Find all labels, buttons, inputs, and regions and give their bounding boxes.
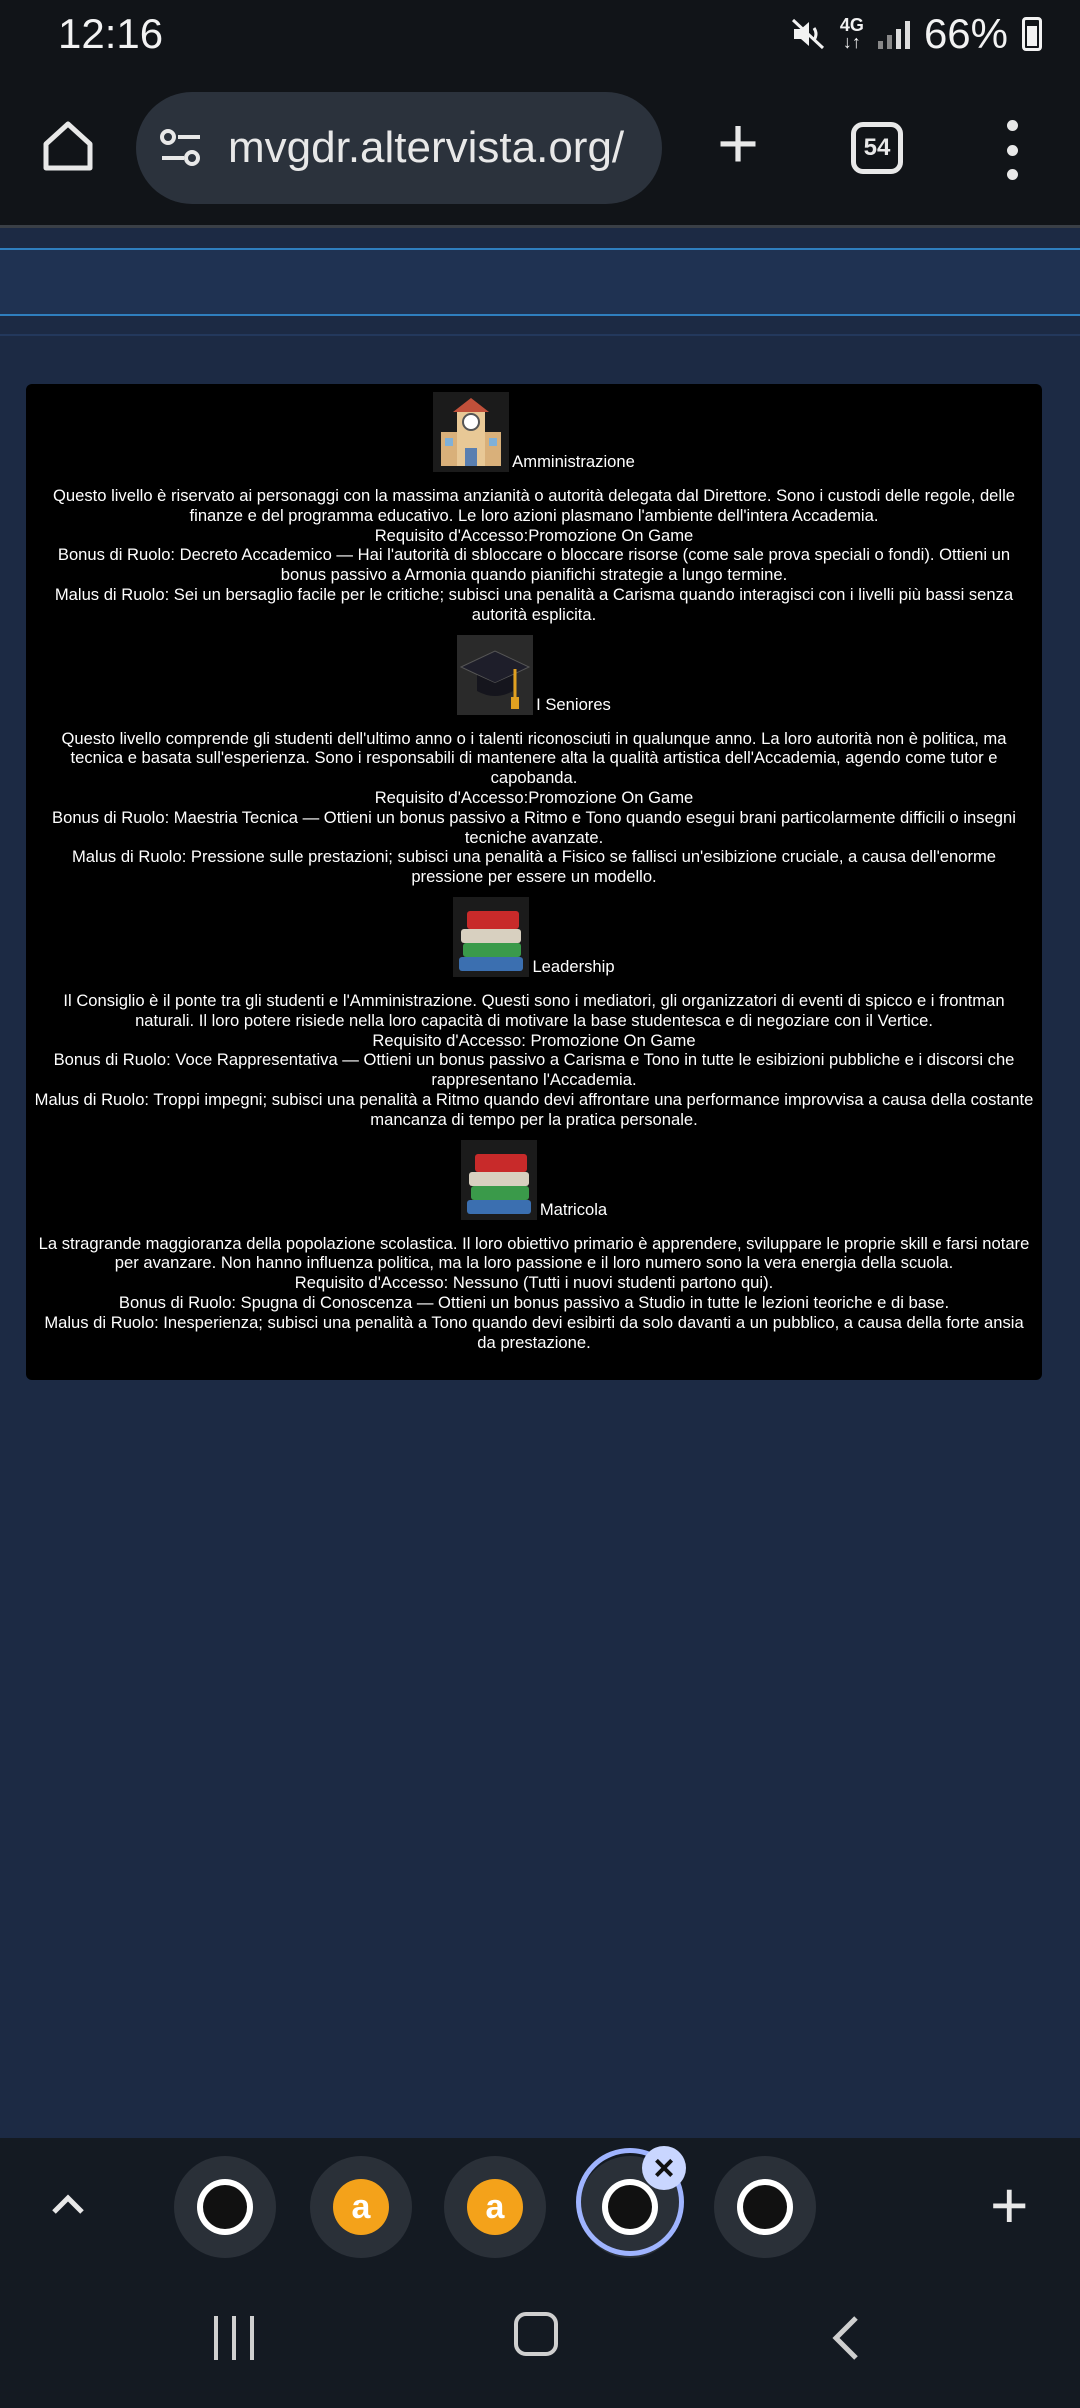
add-tab-button[interactable]: + <box>990 2168 1029 2242</box>
books-icon <box>453 897 529 977</box>
role-title: Matricola <box>539 1199 608 1219</box>
role-malus: Malus di Ruolo: Sei un bersaglio facile per le critiche; subisci una penalità a Carisma quando interagisci con i livelli più bassi senza autorità esplicita. <box>54 584 1014 624</box>
role-seniores <box>34 635 1034 887</box>
d20-icon <box>737 2179 793 2235</box>
network-label: 4G <box>839 15 864 35</box>
role-title: Leadership <box>532 957 615 977</box>
role-header <box>34 897 1034 977</box>
role-header <box>34 635 1034 715</box>
network-type: 4G ↓↑ <box>839 15 864 52</box>
browser-toolbar <box>0 70 1080 228</box>
divider <box>0 334 1080 336</box>
role-description: Questo livello è riservato ai personaggi con la massima anzianità o autorità delegata dal Direttore. Sono i custodi delle regole, delle finanze e del programma educativo. Le loro azioni plasmano l'ambiente dell'intera Accademia. <box>52 486 1016 525</box>
tab-strip <box>0 2138 1080 2272</box>
home-icon[interactable] <box>40 118 96 174</box>
site-header-band <box>0 248 1080 316</box>
role-description: La stragrande maggioranza della popolazione scolastica. Il loro obiettivo primario è apprendere, sviluppare le proprie skill e farsi notare per avanzare. Non hanno influenza politica, ma la loro passione e il loro numero sono la vera energia della scuola. <box>38 1233 1030 1273</box>
role-requirement: Requisito d'Accesso:Promozione On Game <box>374 787 694 807</box>
tab-thumbnail[interactable] <box>714 2156 816 2258</box>
mute-icon <box>790 17 826 51</box>
home-button[interactable] <box>514 2312 558 2356</box>
battery-icon <box>1022 17 1042 51</box>
new-tab-button[interactable]: + <box>716 104 760 184</box>
role-title: I Seniores <box>536 694 611 714</box>
battery-percent: 66% <box>923 10 1008 57</box>
role-malus: Malus di Ruolo: Pressione sulle prestazioni; subisci una penalità a Fisico se fallisci un'esibizione cruciale, a causa dell'enorme pressione per essere un modello. <box>71 847 997 887</box>
role-description: Questo livello comprende gli studenti dell'ultimo anno o i talenti riconosciuti in qualunque anno. La loro autorità non è politica, ma tecnica e basata sull'esperienza. Sono i responsabili di mantenere alta la qualità artistica dell'Accademia, agendo come tutor e capobanda. <box>61 728 1007 788</box>
role-requirement: Requisito d'Accesso: Nessuno (Tutti i nuovi studenti partono qui). <box>294 1273 774 1293</box>
role-header <box>34 392 1034 472</box>
chevron-up-icon[interactable] <box>48 2184 88 2224</box>
role-bonus: Bonus di Ruolo: Spugna di Conoscenza — Ottieni un bonus passivo a Studio in tutte le lezioni teoriche e di base. <box>118 1292 950 1312</box>
tab-thumbnail[interactable] <box>444 2156 546 2258</box>
role-malus: Malus di Ruolo: Inesperienza; subisci una penalità a Tono quando devi esibirti da solo davanti a un pubblico, a causa della forte ansia da prestazione. <box>44 1312 1024 1352</box>
role-header <box>34 1140 1034 1220</box>
tab-thumbnail[interactable] <box>310 2156 412 2258</box>
role-bonus: Bonus di Ruolo: Voce Rappresentativa — Ottieni un bonus passivo a Carisma e Tono in tutte le esibizioni pubbliche e i discorsi che rappresentano l'Accademia. <box>53 1050 1015 1090</box>
school-building-icon <box>433 392 509 472</box>
role-matricola <box>34 1140 1034 1353</box>
role-leadership <box>34 897 1034 1130</box>
site-settings-icon[interactable] <box>158 125 204 171</box>
recent-apps-button[interactable] <box>214 2316 254 2360</box>
more-menu-icon[interactable] <box>1000 120 1024 180</box>
books-icon <box>461 1140 537 1220</box>
role-bonus: Bonus di Ruolo: Decreto Accademico — Hai l'autorità di sbloccare o bloccare risorse (come sale prova speciali o fondi). Ottieni un bonus passivo a Armonia quando pianifichi strategie a lungo termine. <box>57 545 1011 585</box>
status-icons <box>790 10 1042 58</box>
system-nav-bar <box>0 2272 1080 2408</box>
close-tab-icon[interactable]: × <box>642 2146 686 2190</box>
role-requirement: Requisito d'Accesso: Promozione On Game <box>372 1030 696 1050</box>
role-requirement: Requisito d'Accesso:Promozione On Game <box>374 525 694 545</box>
roles-panel <box>26 384 1042 1380</box>
tab-thumbnail[interactable] <box>174 2156 276 2258</box>
altervista-icon: a <box>333 2179 389 2235</box>
d20-icon <box>197 2179 253 2235</box>
role-malus: Malus di Ruolo: Troppi impegni; subisci una penalità a Ritmo quando devi affrontare una performance improvvisa a causa della costante mancanza di tempo per la pratica personale. <box>34 1089 1034 1129</box>
status-bar <box>0 0 1080 70</box>
tab-switcher-button[interactable]: 54 <box>851 122 903 174</box>
role-title: Amministrazione <box>512 452 635 472</box>
role-bonus: Bonus di Ruolo: Maestria Tecnica — Ottieni un bonus passivo a Ritmo e Tono quando esegui brani particolarmente difficili o insegni tecniche avanzate. <box>52 807 1016 847</box>
status-time: 12:16 <box>58 10 164 57</box>
url-text[interactable]: mvgdr.altervista.org/ <box>228 123 625 172</box>
address-bar[interactable] <box>136 92 662 204</box>
back-icon[interactable] <box>826 2314 866 2362</box>
role-amministrazione <box>34 392 1034 625</box>
graduation-cap-icon <box>457 635 533 715</box>
role-description: Il Consiglio è il ponte tra gli studenti e l'Amministrazione. Questi sono i mediatori, gli organizzatori di eventi di spicco e i frontman naturali. Il loro potere risiede nella loro capacità di motivare la base studentesca e di negoziare con il Vertice. <box>63 990 1005 1030</box>
signal-icon <box>878 19 910 49</box>
altervista-icon: a <box>467 2179 523 2235</box>
